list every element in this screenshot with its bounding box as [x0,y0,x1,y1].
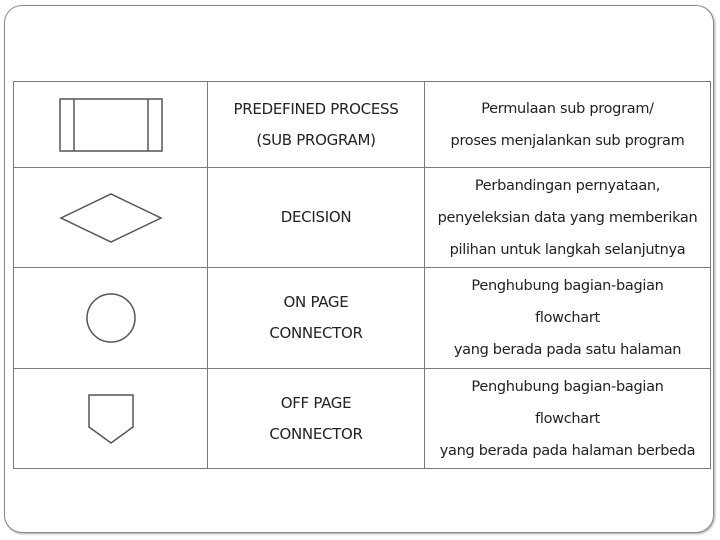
predefined-process-icon [59,98,163,152]
description-line: Permulaan sub program/ [481,100,654,117]
table-row [14,369,711,469]
symbol-name-line: ON PAGE [283,293,349,311]
symbol-description-cell [425,268,711,369]
description-line: proses menjalankan sub program [450,132,685,149]
symbol-name-line: (SUB PROGRAM) [256,130,376,149]
symbol-cell [14,369,208,469]
symbol-name-cell [208,369,425,469]
description-line: yang berada pada halaman berbeda [439,442,696,459]
description-line: Penghubung bagian-bagian [471,278,664,294]
slide-frame [4,5,714,533]
on-page-connector-icon [85,292,137,344]
symbol-cell [14,268,208,369]
table-row [14,82,711,168]
off-page-connector-icon [87,393,135,445]
symbol-cell [14,168,208,268]
symbol-description-cell [425,369,711,469]
description-line: Penghubung bagian-bagian [471,378,664,395]
symbol-cell [14,82,208,168]
description-line: flowchart [535,410,600,427]
symbol-name-line: CONNECTOR [269,324,363,342]
description-line: yang berada pada satu halaman [453,342,682,358]
table-row [14,268,711,369]
symbol-description-cell [425,168,711,268]
symbol-name-cell [208,268,425,369]
symbol-name-line: PREDEFINED PROCESS [233,99,399,118]
symbol-name-line: OFF PAGE [280,393,352,412]
description-line: penyeleksian data yang memberikan [437,209,698,226]
symbol-name-line: CONNECTOR [269,424,363,443]
description-line: flowchart [535,310,600,326]
symbol-name-line: DECISION [280,208,352,226]
table-row [14,168,711,268]
symbol-name-cell [208,168,425,268]
decision-diamond-icon [59,192,163,244]
symbol-description-cell [425,82,711,168]
flowchart-symbols-table [13,81,711,469]
description-line: pilihan untuk langkah selanjutnya [449,241,686,258]
description-line: Perbandingan pernyataan, [474,177,661,194]
symbol-name-cell [208,82,425,168]
